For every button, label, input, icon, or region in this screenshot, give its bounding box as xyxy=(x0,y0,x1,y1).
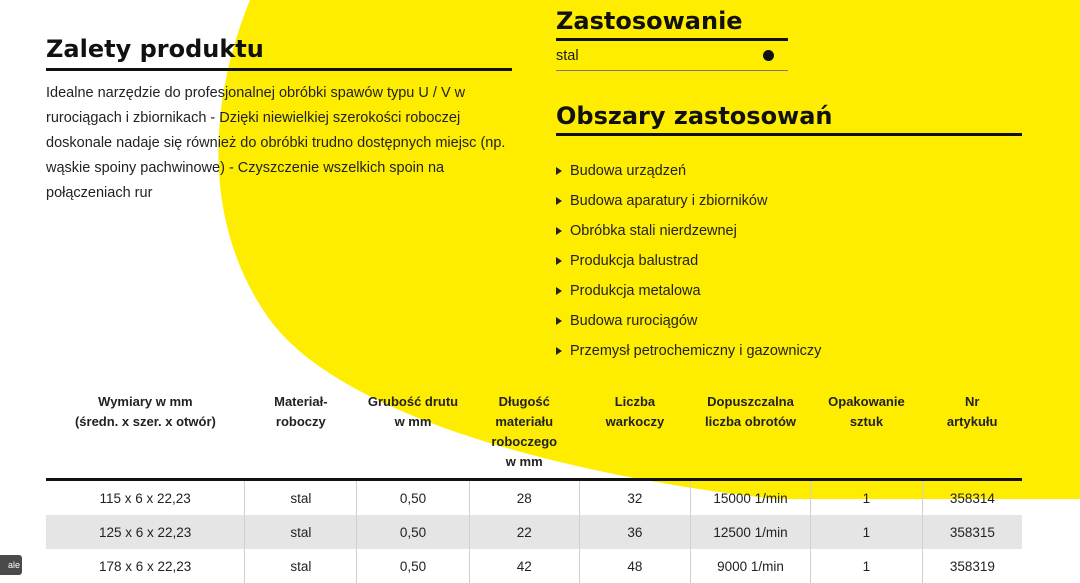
table-cell: 32 xyxy=(579,480,690,516)
column-header-line: roboczy xyxy=(249,412,353,432)
column-header-line: Opakowanie xyxy=(815,392,919,412)
column-header-line: roboczego xyxy=(473,432,575,452)
column-header xyxy=(245,388,357,480)
bullet-dot-icon xyxy=(763,50,774,61)
triangle-bullet-icon xyxy=(556,287,562,295)
table-cell: 0,50 xyxy=(357,480,469,516)
list-item-label: Produkcja balustrad xyxy=(570,246,698,276)
column-header xyxy=(690,388,810,480)
list-item xyxy=(556,276,1022,306)
table-cell: 358315 xyxy=(922,515,1022,549)
table-cell: 42 xyxy=(469,549,579,583)
column-header-line: Wymiary w mm xyxy=(50,392,241,412)
column-header-line: w mm xyxy=(361,412,465,432)
application-row xyxy=(556,41,788,71)
table-cell: 358319 xyxy=(922,549,1022,583)
advantages-description: Idealne narzędzie do profesjonalnej obróbki spawów typu U / V w rurociągach i zbiornikach - Dzięki niewielkiej szerokości roboczej doskonale nadaje się również do obróbki trudno dostępnych miejsc (np. wąskie spoiny pachwinowe) - Czyszczenie wszelkich spoin na połączeniach rur xyxy=(46,81,512,206)
list-item-label: Produkcja metalowa xyxy=(570,276,701,306)
column-header-line: Materiał- xyxy=(249,392,353,412)
column-header-line: Dopuszczalna xyxy=(694,392,806,412)
table-cell: 28 xyxy=(469,480,579,516)
column-header-line: w mm xyxy=(473,452,575,472)
table-body xyxy=(46,480,1022,583)
table-cell: 15000 1/min xyxy=(690,480,810,516)
column-header-line: Nr xyxy=(926,392,1018,412)
column-header-line: (średn. x szer. x otwór) xyxy=(50,412,241,432)
table-cell: 0,50 xyxy=(357,549,469,583)
table-cell: 48 xyxy=(579,549,690,583)
column-header-line: sztuk xyxy=(815,412,919,432)
list-item-label: Budowa urządzeń xyxy=(570,156,686,186)
list-item xyxy=(556,186,1022,216)
table-cell: 22 xyxy=(469,515,579,549)
table-cell: 9000 1/min xyxy=(690,549,810,583)
column-header-line: warkoczy xyxy=(583,412,686,432)
column-header xyxy=(46,388,245,480)
triangle-bullet-icon xyxy=(556,227,562,235)
list-item xyxy=(556,216,1022,246)
triangle-bullet-icon xyxy=(556,317,562,325)
triangle-bullet-icon xyxy=(556,167,562,175)
list-item-label: Budowa rurociągów xyxy=(570,306,697,336)
table-row xyxy=(46,549,1022,583)
list-item xyxy=(556,156,1022,186)
triangle-bullet-icon xyxy=(556,257,562,265)
table-cell: 0,50 xyxy=(357,515,469,549)
application-material: stal xyxy=(556,48,579,64)
list-item-label: Budowa aparatury i zbiorników xyxy=(570,186,767,216)
column-header xyxy=(922,388,1022,480)
column-header xyxy=(811,388,923,480)
column-header-line: materiału xyxy=(473,412,575,432)
table-cell: 358314 xyxy=(922,480,1022,516)
table-cell: 115 x 6 x 22,23 xyxy=(46,480,245,516)
list-item xyxy=(556,336,1022,366)
corner-tab[interactable]: ale xyxy=(0,555,22,575)
table-row xyxy=(46,515,1022,549)
list-item-label: Obróbka stali nierdzewnej xyxy=(570,216,737,246)
areas-title: Obszary zastosowań xyxy=(556,101,1022,136)
column-header-line: liczba obrotów xyxy=(694,412,806,432)
application-title: Zastosowanie xyxy=(556,6,788,41)
areas-list xyxy=(556,156,1022,366)
table-cell: 1 xyxy=(811,480,923,516)
advantages-section xyxy=(46,34,512,206)
column-header xyxy=(357,388,469,480)
application-section xyxy=(556,6,1022,366)
table-cell: 36 xyxy=(579,515,690,549)
table-cell: stal xyxy=(245,480,357,516)
table-cell: 178 x 6 x 22,23 xyxy=(46,549,245,583)
advantages-title: Zalety produktu xyxy=(46,34,512,71)
list-item xyxy=(556,306,1022,336)
list-item-label: Przemysł petrochemiczny i gazowniczy xyxy=(570,336,821,366)
table-header-row xyxy=(46,388,1022,480)
table-cell: stal xyxy=(245,515,357,549)
column-header-line: Liczba xyxy=(583,392,686,412)
table-cell: 1 xyxy=(811,515,923,549)
table-cell: 125 x 6 x 22,23 xyxy=(46,515,245,549)
column-header xyxy=(469,388,579,480)
column-header-line: Grubość drutu xyxy=(361,392,465,412)
table-row xyxy=(46,480,1022,516)
table-cell: 12500 1/min xyxy=(690,515,810,549)
triangle-bullet-icon xyxy=(556,197,562,205)
column-header-line: Długość xyxy=(473,392,575,412)
column-header-line: artykułu xyxy=(926,412,1018,432)
table-cell: stal xyxy=(245,549,357,583)
column-header xyxy=(579,388,690,480)
list-item xyxy=(556,246,1022,276)
table-cell: 1 xyxy=(811,549,923,583)
spec-table xyxy=(46,388,1022,583)
triangle-bullet-icon xyxy=(556,347,562,355)
